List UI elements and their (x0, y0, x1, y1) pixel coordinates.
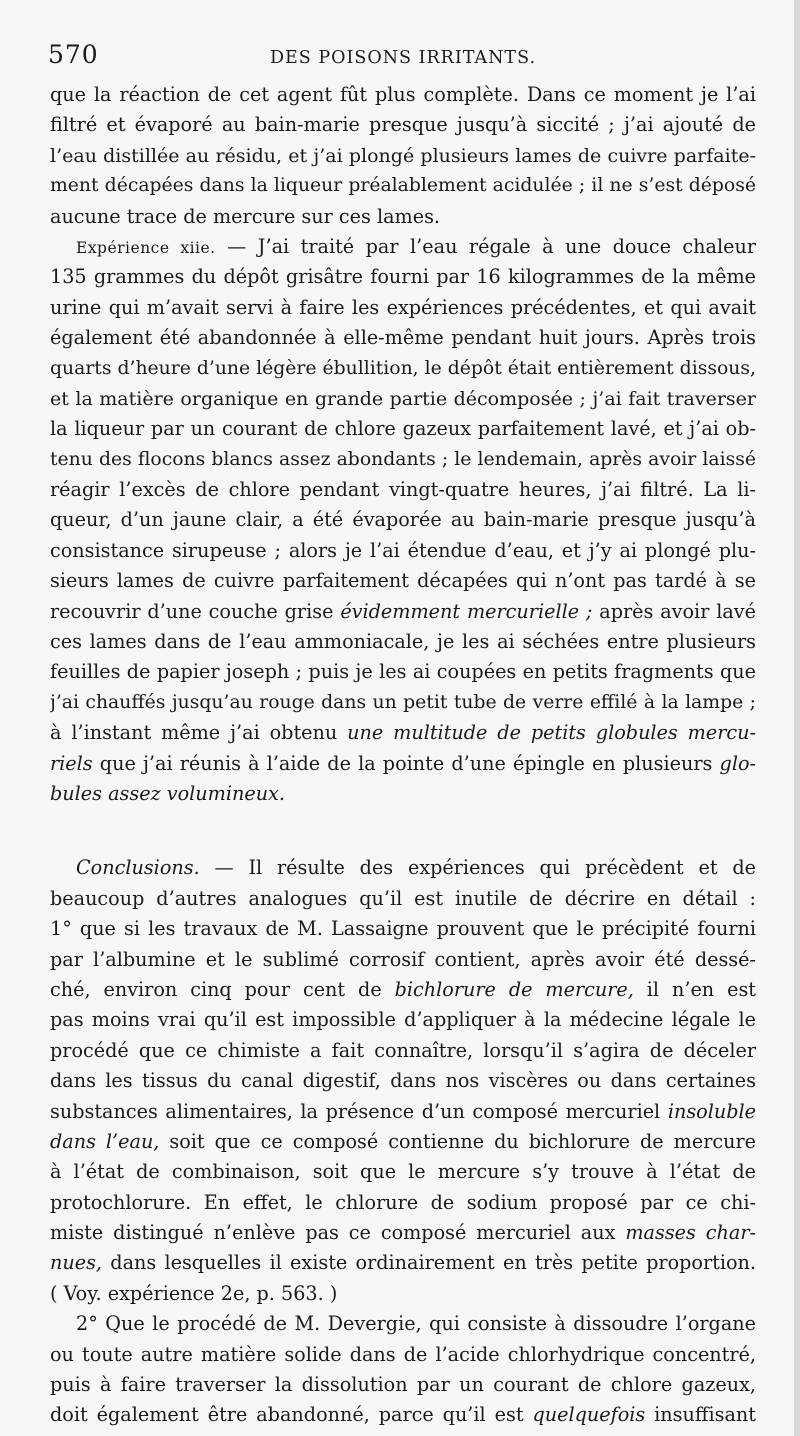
text-line: 2° Que le procédé de M. Devergie, qui consiste à dissoudre l’organe (76, 1312, 756, 1336)
italic-span: masses char- (625, 1221, 756, 1245)
page-body (50, 80, 756, 1431)
text-line: la liqueur par un courant de chlore gazeux parfaitement lavé, et j’ai ob- (50, 417, 756, 441)
text-line: à l’état de combinaison, soit que le mercure s’y trouve à l’état de (50, 1160, 756, 1184)
text-line: 1° que si les travaux de M. Lassaigne prouvent que le précipité fourni (50, 917, 756, 941)
text-line (50, 1097, 756, 1127)
text-line (50, 1218, 756, 1248)
text-line: consistance sirupeuse ; alors je l’ai étendue d’eau, et j’y ai plongé plu- (50, 538, 756, 562)
text-span: après avoir lavé (592, 599, 756, 623)
paragraph-gap (50, 809, 756, 853)
text-line: urine qui m’avait servi à faire les expériences précédentes, et qui avait (50, 295, 756, 319)
text-line: aucune trace de mercure sur ces lames. (50, 204, 441, 228)
text-line: beaucoup d’autres analogues qu’il est inutile de décrire en détail : (50, 886, 756, 910)
text-span: miste distingué n’enlève pas ce composé mercuriel aux (50, 1221, 626, 1245)
italic-span: riels (50, 751, 93, 775)
text-line (50, 1400, 756, 1430)
text-line: j’ai chauffés jusqu’au rouge dans un petit tube de verre effilé à la lampe ; (50, 691, 756, 713)
text-line (50, 1248, 756, 1278)
text-span: dans lesquelles il existe ordinairement en très petite proportion. (102, 1251, 756, 1275)
text-span: que j’ai réunis à l’aide de la pointe d’une épingle en plusieurs (92, 751, 720, 775)
text-line: l’eau distillée au résidu, et j’ai plongé plusieurs lames de cuivre parfaite- (50, 144, 756, 167)
running-head: DES POISONS IRRITANTS. (270, 48, 537, 68)
text-line: également été abandonnée à elle-même pendant huit jours. Après trois (50, 326, 756, 350)
text-line: puis à faire traverser la dissolution par un courant de chlore gazeux, (50, 1373, 756, 1397)
text-line: que la réaction de cet agent fût plus complète. Dans ce moment je l’ai (50, 83, 756, 106)
text-line: ou toute autre matière solide dans de l’acide chlorhydrique concentré, (50, 1342, 756, 1366)
text-line: queur, d’un jaune clair, a été évaporée au bain-marie presque jusqu’à (50, 508, 756, 532)
text-span: soit que ce composé contienne du bichlorure de mercure (159, 1129, 756, 1153)
italic-span: quelquefois (532, 1403, 646, 1427)
italic-span: bichlorure de mercure, (394, 977, 634, 1001)
paragraph-experience-12 (50, 232, 756, 809)
paragraph-second-point (50, 1309, 756, 1431)
text-line: quarts d’heure d’une légère ébullition, le dépôt était entièrement dissous, (50, 357, 756, 379)
text-line (50, 718, 756, 748)
text-line (50, 597, 756, 627)
text-span: ché, environ cinq pour cent de (50, 977, 395, 1001)
text-line: réagir l’excès de chlore pendant vingt-quatre heures, j’ai filtré. La li- (50, 478, 756, 502)
text-span: — Il résulte des expériences qui précèdent et de (199, 856, 756, 880)
paragraph-continuation (50, 80, 756, 232)
paragraph-conclusions (50, 853, 756, 1309)
text-line (50, 853, 756, 883)
text-span: substances alimentaires, la présence d’un composé mercuriel (50, 1099, 668, 1123)
text-line: dans les tissus du canal digestif, dans nos viscères ou dans certaines (50, 1069, 756, 1093)
text-line: procédé que ce chimiste a fait connaître, lorsqu’il s’agira de déceler (50, 1038, 756, 1062)
text-line: sieurs lames de cuivre parfaitement décapées qui n’ont pas tardé à se (50, 569, 756, 593)
conclusions-label: Conclusions. (76, 856, 200, 880)
text-span: à l’instant même j’ai obtenu (50, 721, 348, 745)
italic-span: glo- (719, 751, 756, 775)
text-line: ( Voy. expérience 2e, p. 563. ) (50, 1281, 338, 1305)
page-number: 570 (48, 40, 99, 69)
text-line: ces lames dans de l’eau ammoniacale, je les ai séchées entre plusieurs (50, 630, 756, 654)
text-line: tenu des flocons blancs assez abondants ; le lendemain, après avoir laissé (50, 448, 756, 470)
text-span: — J’ai traité par l’eau régale à une douce chaleur (215, 234, 756, 258)
text-line (50, 779, 756, 809)
text-line (50, 749, 756, 779)
italic-span: bules assez volumineux. (50, 781, 285, 805)
text-line: feuilles de papier joseph ; puis je les ai coupées en petits fragments que (50, 660, 756, 684)
italic-span: une multitude de petits globules mercu- (347, 721, 756, 745)
page-edge-shadow (794, 0, 800, 1436)
text-line (50, 232, 756, 262)
text-line: filtré et évaporé au bain-marie presque jusqu’à siccité ; j’ai ajouté de (50, 113, 756, 137)
experience-label: Expérience xiie. (76, 238, 216, 257)
text-span: il n’en est (633, 977, 756, 1001)
text-span: doit également être abandonné, parce qu’il est (50, 1403, 533, 1427)
text-line (50, 975, 756, 1005)
text-span: insuffisant (645, 1403, 756, 1427)
italic-span: évidemment mercurielle ; (340, 599, 593, 623)
italic-span: dans l’eau, (50, 1129, 160, 1153)
text-line: 135 grammes du dépôt grisâtre fourni par 16 kilogrammes de la même (50, 265, 756, 289)
italic-span: insoluble (667, 1099, 756, 1123)
text-span: recouvrir d’une couche grise (50, 599, 341, 623)
text-line: protochlorure. En effet, le chlorure de sodium proposé par ce chi- (50, 1190, 756, 1214)
text-line (50, 1127, 756, 1157)
text-line: pas moins vrai qu’il est impossible d’appliquer à la médecine légale le (50, 1008, 756, 1032)
text-line: ment décapées dans la liqueur préalablement acidulée ; il ne s’est déposé (50, 175, 756, 197)
text-line: par l’albumine et le sublimé corrosif contient, après avoir été dessé- (50, 947, 756, 971)
italic-span: nues, (50, 1251, 103, 1275)
text-line: et la matière organique en grande partie décomposée ; j’ai fait traverser (50, 387, 756, 410)
